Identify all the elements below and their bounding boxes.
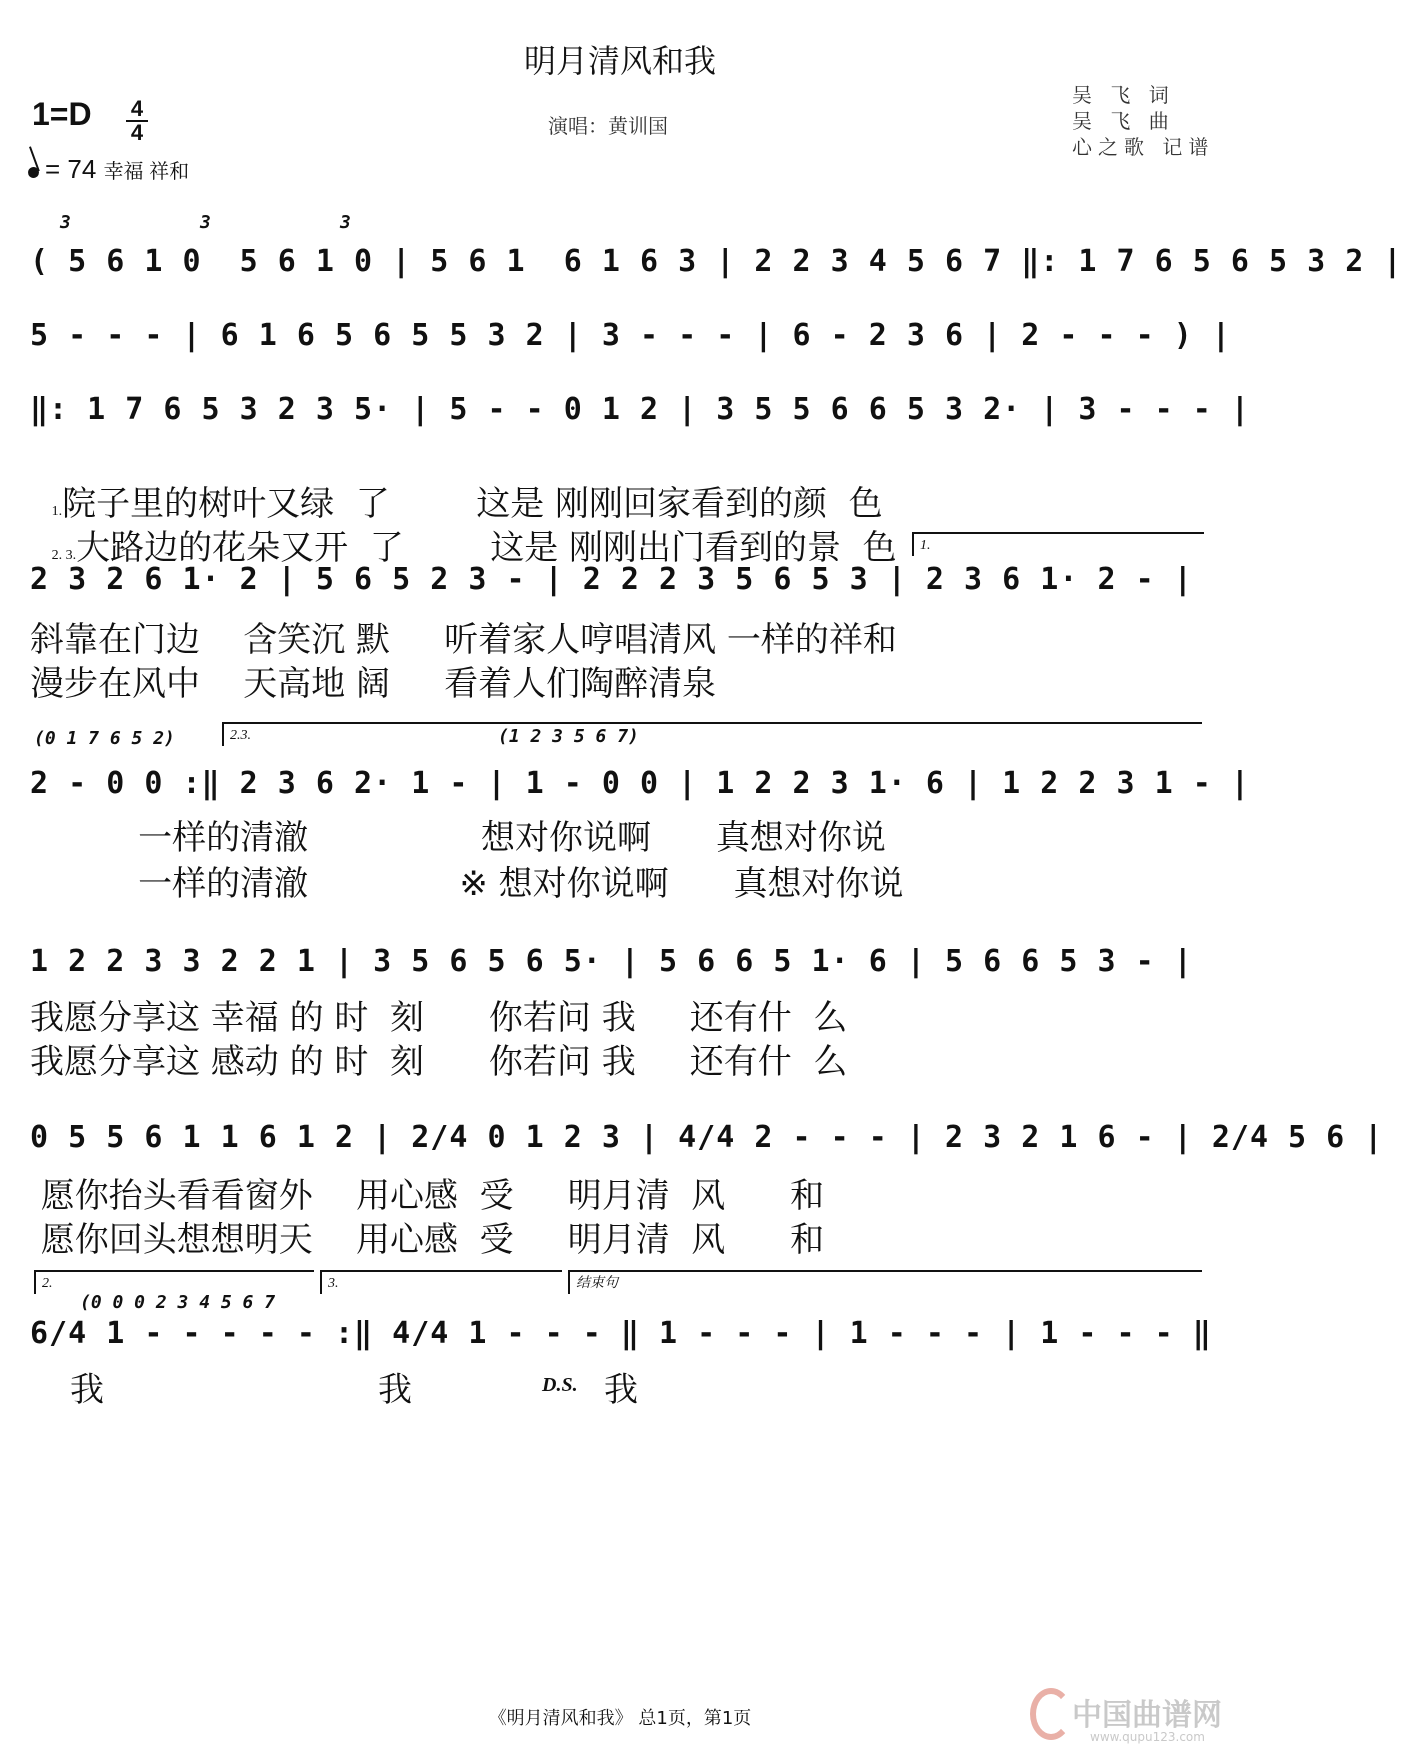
time-signature (126, 98, 148, 144)
aux-melody-mid: (1 2 3 5 6 7) (498, 726, 639, 747)
key-signature: 1=D (32, 96, 92, 132)
verse-number: 2. 3. (51, 548, 77, 563)
score-line-7: 0 5 5 6 1 1 6 1 2 | 2/4 0 1 2 3 | 4/4 2 - - - | 2 3 2 1 6 - | 2/4 5 6 | (30, 1120, 1384, 1155)
volta-3 (320, 1270, 562, 1294)
score-line-6: 1 2 2 3 3 2 2 1 | 3 5 6 5 6 5· | 5 6 6 5 1· 6 | 5 6 6 5 3 - | (30, 944, 1193, 979)
aux-melody-left: (0 1 7 6 5 2) (34, 728, 175, 749)
volta-2 (34, 1270, 314, 1294)
score-line-3: ‖: 1 7 6 5 3 2 3 5· | 5 - - 0 1 2 | 3 5 5 6 6 5 3 2· | 3 - - - | (30, 392, 1250, 427)
lyrics-line-7-verse-1: 愿你抬头看看窗外 用心感 受 明月清 风 和 (30, 1176, 825, 1216)
singer-credit: 演唱：黄训国 (548, 114, 668, 138)
coda-label: 结束句 (576, 1276, 618, 1291)
lyrics-line-6-verse-2: 我愿分享这 感动 的 时 刻 你若问 我 还有什 么 (30, 1042, 848, 1082)
volta-2-label: 2. (42, 1276, 53, 1291)
lyric-ending-3: 我 (378, 1370, 412, 1410)
triplet-mark-1: 3 (60, 212, 71, 233)
score-line-2: 5 - - - | 6 1 6 5 6 5 5 3 2 | 3 - - - | 6 - 2 3 6 | 2 - - - ) | (30, 318, 1231, 353)
credits (1072, 82, 1214, 160)
lyrics-line-4-verse-2: 漫步在风中 天高地 阔 看着人们陶醉清泉 (30, 664, 717, 704)
lyrics-line-5-verse-2: 一样的清澈 ※ 想对你说啊 真想对你说 (30, 864, 904, 904)
quarter-note-icon (26, 165, 40, 179)
lyrics-line-3-verse-2-3 (30, 480, 897, 569)
score-line-8: 6/4 1 - - - - - :‖ 4/4 1 - - - ‖ 1 - - - | 1 - - - | 1 - - - ‖ (30, 1316, 1212, 1351)
watermark-logo-icon (1030, 1688, 1072, 1740)
lyric-ending-final: 我 (604, 1370, 638, 1410)
time-denominator: 4 (130, 120, 144, 145)
coda-ending (568, 1270, 1202, 1294)
score-line-5: 2 - 0 0 :‖ 2 3 6 2· 1 - | 1 - 0 0 | 1 2 2 3 1· 6 | 1 2 2 3 1 - | (30, 766, 1250, 801)
triplet-mark-2: 3 (200, 212, 211, 233)
tempo-value: = 74 (45, 154, 97, 184)
composer-credit: 吴 飞 曲 (1072, 109, 1175, 133)
song-title: 明月清风和我 (523, 42, 716, 80)
triplet-mark-3: 3 (340, 212, 351, 233)
tempo-mood: 幸福 祥和 (103, 161, 190, 183)
lyric-text: 院子里的树叶又绿 了 这是 刚刚回家看到的颜 色 (62, 484, 883, 524)
volta-2-3 (222, 722, 1202, 746)
dal-segno-mark: D.S. (542, 1374, 578, 1396)
page-footer: 《明月清风和我》 总1页，第1页 (488, 1708, 752, 1729)
lyrics-line-7-verse-2: 愿你回头想想明天 用心感 受 明月清 风 和 (30, 1220, 825, 1260)
lyric-text: 大路边的花朵又开 了 这是 刚刚出门看到的景 色 (76, 528, 897, 568)
volta-2-3-label: 2.3. (230, 728, 251, 743)
aux-melody-ending: (0 0 0 2 3 4 5 6 7 (80, 1292, 276, 1313)
volta-1-label: 1. (920, 538, 931, 553)
lyrics-line-4-verse-1: 斜靠在门边 含笑沉 默 听着家人哼唱清风 一样的祥和 (30, 620, 897, 660)
lyrics-line-5-verse-1: 一样的清澈 想对你说啊 真想对你说 (30, 818, 886, 858)
tempo-marking (28, 154, 189, 185)
volta-3-label: 3. (328, 1276, 339, 1291)
verse-number: 1. (51, 504, 63, 519)
lyric-ending-2: 我 (70, 1370, 104, 1410)
watermark-name: 中国曲谱网 (1072, 1699, 1222, 1732)
score-line-4: 2 3 2 6 1· 2 | 5 6 5 2 3 - | 2 2 2 3 5 6 5 3 | 2 3 6 1· 2 - | (30, 562, 1193, 597)
watermark-url: www.qupu123.com (1090, 1730, 1205, 1744)
volta-1 (912, 532, 1204, 556)
lyricist-credit: 吴 飞 词 (1072, 83, 1175, 107)
lyrics-line-6-verse-1: 我愿分享这 幸福 的 时 刻 你若问 我 还有什 么 (30, 998, 848, 1038)
time-numerator: 4 (126, 98, 148, 122)
transcriber-credit: 心之歌 记谱 (1072, 135, 1215, 159)
score-line-1: ( 5 6 1 0 5 6 1 0 | 5 6 1 6 1 6 3 | 2 2 3 4 5 6 7 ‖: 1 7 6 5 6 5 3 2 | (30, 244, 1402, 279)
